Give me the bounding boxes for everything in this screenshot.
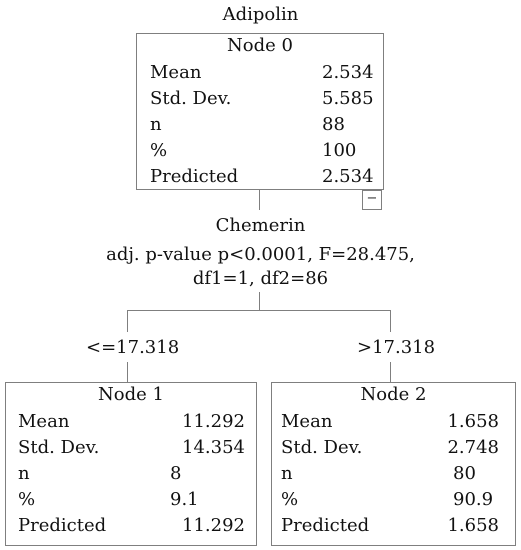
stat-label: Mean: [150, 62, 202, 83]
stat-row-std-dev: [6, 435, 256, 461]
stat-value: 8: [170, 463, 182, 484]
branch-condition-right: >17.318: [357, 337, 436, 358]
stat-value: 1.658: [447, 411, 499, 432]
stat-value: 1.658: [447, 515, 499, 536]
stat-label: Std. Dev.: [150, 88, 232, 109]
node-1[interactable]: [5, 382, 257, 546]
stat-row-mean: [137, 60, 383, 86]
node-2[interactable]: [271, 382, 516, 546]
stat-label: %: [18, 489, 36, 510]
stat-value: 90.9: [453, 489, 494, 510]
stat-value: 14.354: [182, 437, 245, 458]
stat-value: 100: [322, 140, 357, 161]
stat-label: n: [18, 463, 30, 484]
stat-row-n: [137, 112, 383, 138]
stat-value: 2.748: [447, 437, 499, 458]
stat-label: %: [281, 489, 299, 510]
stat-label: Mean: [18, 411, 70, 432]
stat-label: Std. Dev.: [281, 437, 363, 458]
split-statistics: adj. p-value p<0.0001, F=28.475, df1=1, df2=86: [106, 244, 415, 289]
stat-label: n: [281, 463, 293, 484]
connector-line: [390, 362, 391, 382]
connector-line: [259, 190, 260, 210]
stat-value: 2.534: [322, 62, 374, 83]
stat-row-predicted: [272, 513, 515, 539]
stat-value: 88: [322, 114, 345, 135]
stat-value: 9.1: [170, 489, 199, 510]
split-variable: Chemerin: [215, 215, 306, 236]
stat-row-std-dev: [272, 435, 515, 461]
connector-line: [259, 292, 260, 310]
stat-row-percent: [137, 138, 383, 164]
stat-row-percent: [272, 487, 515, 513]
stat-value: 80: [453, 463, 476, 484]
collapse-button[interactable]: −: [362, 190, 382, 210]
node-2-header: Node 2: [360, 384, 427, 405]
node-1-header: Node 1: [98, 384, 164, 405]
stat-row-mean: [272, 409, 515, 435]
connector-line: [127, 310, 390, 311]
stat-label: %: [150, 140, 168, 161]
stat-label: Std. Dev.: [18, 437, 100, 458]
stat-value: 11.292: [182, 515, 245, 536]
node-0[interactable]: [136, 33, 384, 190]
connector-line: [127, 362, 128, 382]
stat-row-predicted: [6, 513, 256, 539]
stat-row-mean: [6, 409, 256, 435]
node-0-header: Node 0: [227, 35, 293, 56]
stat-label: Predicted: [18, 515, 107, 536]
target-variable-title: Adipolin: [222, 4, 299, 25]
stat-label: n: [150, 114, 162, 135]
stat-row-n: [272, 461, 515, 487]
stat-value: 11.292: [182, 411, 245, 432]
branch-condition-left: <=17.318: [86, 337, 180, 358]
connector-line: [127, 310, 128, 332]
stat-label: Predicted: [281, 515, 370, 536]
stat-label: Mean: [281, 411, 333, 432]
stat-value: 5.585: [322, 88, 374, 109]
stat-row-std-dev: [137, 86, 383, 112]
connector-line: [390, 310, 391, 332]
stat-label: Predicted: [150, 166, 239, 187]
stat-row-predicted: [137, 164, 383, 190]
stat-row-percent: [6, 487, 256, 513]
stat-value: 2.534: [322, 166, 374, 187]
stat-row-n: [6, 461, 256, 487]
